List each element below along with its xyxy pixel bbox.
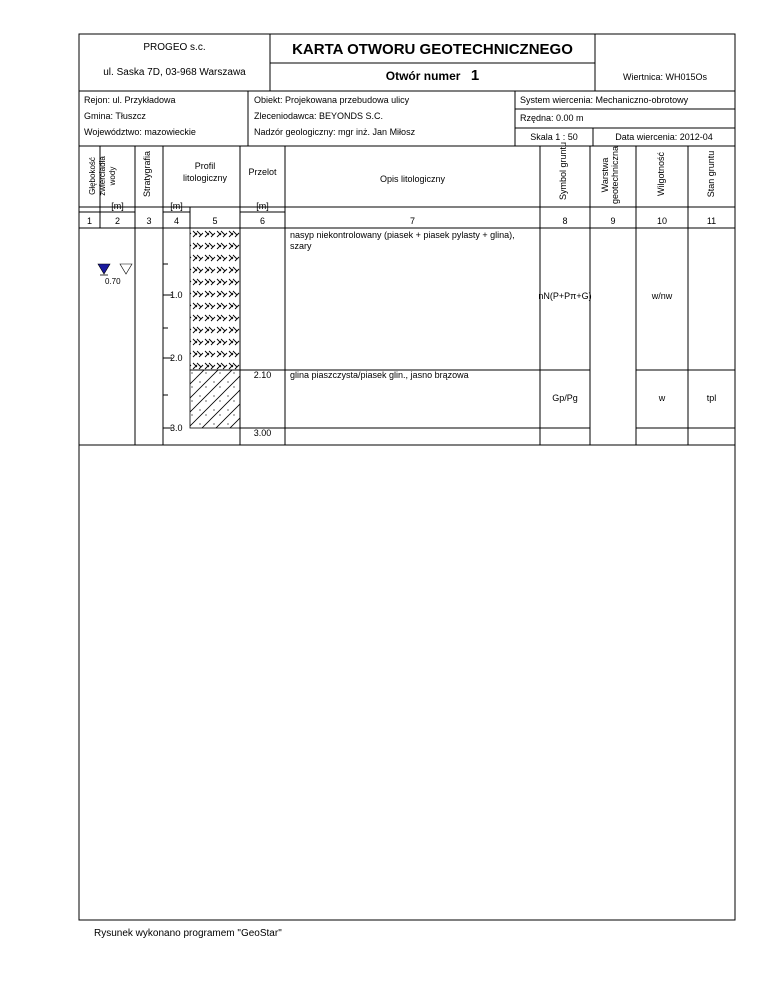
col-num-2: 2 (114, 216, 120, 226)
col-stratygrafia: Stratygrafia (142, 150, 152, 198)
col-num-10: 10 (656, 216, 667, 226)
col-opis: Opis litologiczny (379, 174, 446, 184)
col-num-9: 9 (610, 216, 616, 226)
layer-1-symbol: nN(P+Pπ+G) (538, 291, 592, 301)
footer-note: Rysunek wykonano programem "GeoStar" (94, 928, 282, 939)
layer-1-moisture: w/nw (651, 291, 673, 301)
rig-label: Wiertnica: WH015Os (622, 72, 708, 82)
layer-2-description: glina piaszczysta/piasek glin., jasno brązowa (290, 370, 469, 380)
col-num-7: 7 (409, 216, 415, 226)
gmina: Gmina: Tłuszcz (84, 111, 146, 121)
col-symbol: Symbol gruntu (558, 141, 568, 200)
col-num-6: 6 (259, 216, 265, 226)
col-water-depth (88, 148, 118, 204)
layer-2-symbol: Gp/Pg (552, 393, 578, 403)
col-warstwa-label: Warstwa geotechniczna (600, 145, 620, 204)
card-title: KARTA OTWORU GEOTECHNICZNEGO (292, 41, 573, 58)
col-water-depth-label: Głębokość zwierciadła wody (88, 156, 117, 196)
unit-przelot: [m] (256, 201, 269, 211)
nadzor: Nadzór geologiczny: mgr inż. Jan Miłosz (254, 127, 416, 137)
depth-tick-3: 3.0 (170, 423, 183, 433)
col-warstwa (600, 146, 620, 204)
col-num-8: 8 (562, 216, 568, 226)
col-przelot: Przelot (248, 167, 277, 177)
col-num-11: 11 (706, 216, 717, 226)
elevation: Rzędna: 0.00 m (520, 113, 584, 123)
layer-2-state: tpl (706, 393, 717, 403)
layer-1-bottom: 2.10 (253, 370, 272, 380)
borehole-number: 1 (470, 67, 480, 84)
col-num-1: 1 (86, 216, 92, 226)
company-address: ul. Saska 7D, 03-968 Warszawa (103, 67, 246, 78)
zleceniodawca: Zleceniodawca: BEYONDS S.C. (254, 111, 384, 121)
col-num-5: 5 (212, 216, 218, 226)
depth-tick-1: 1.0 (170, 290, 183, 300)
obiekt: Obiekt: Projekowana przebudowa ulicy (254, 95, 410, 105)
scale: Skala 1 : 50 (530, 132, 578, 142)
drill-date: Data wiercenia: 2012-04 (615, 132, 713, 142)
wojewodztwo: Województwo: mazowieckie (84, 127, 196, 137)
drilling-system: System wiercenia: Mechaniczno-obrotowy (520, 95, 689, 105)
borehole-label (270, 67, 595, 85)
company-name: PROGEO s.c. (143, 42, 206, 53)
col-stan: Stan gruntu (706, 150, 716, 198)
col-num-4: 4 (173, 216, 179, 226)
unit-water: [m] (111, 201, 124, 211)
col-wilgotnosc: Wilgotność (656, 152, 666, 197)
region: Rejon: ul. Przykładowa (84, 95, 176, 105)
depth-tick-2: 2.0 (170, 353, 183, 363)
layer-2-moisture: w (658, 393, 666, 403)
unit-profil: [m] (170, 201, 183, 211)
col-profil: Profil litologiczny (182, 161, 228, 183)
borehole-label-text: Otwór numer (385, 69, 461, 83)
water-level-value: 0.70 (105, 277, 121, 286)
col-num-3: 3 (146, 216, 152, 226)
layer-1-description: nasyp niekontrolowany (piasek + piasek pylasty + glina), szary (290, 230, 515, 251)
layer-2-bottom: 3.00 (253, 428, 272, 438)
